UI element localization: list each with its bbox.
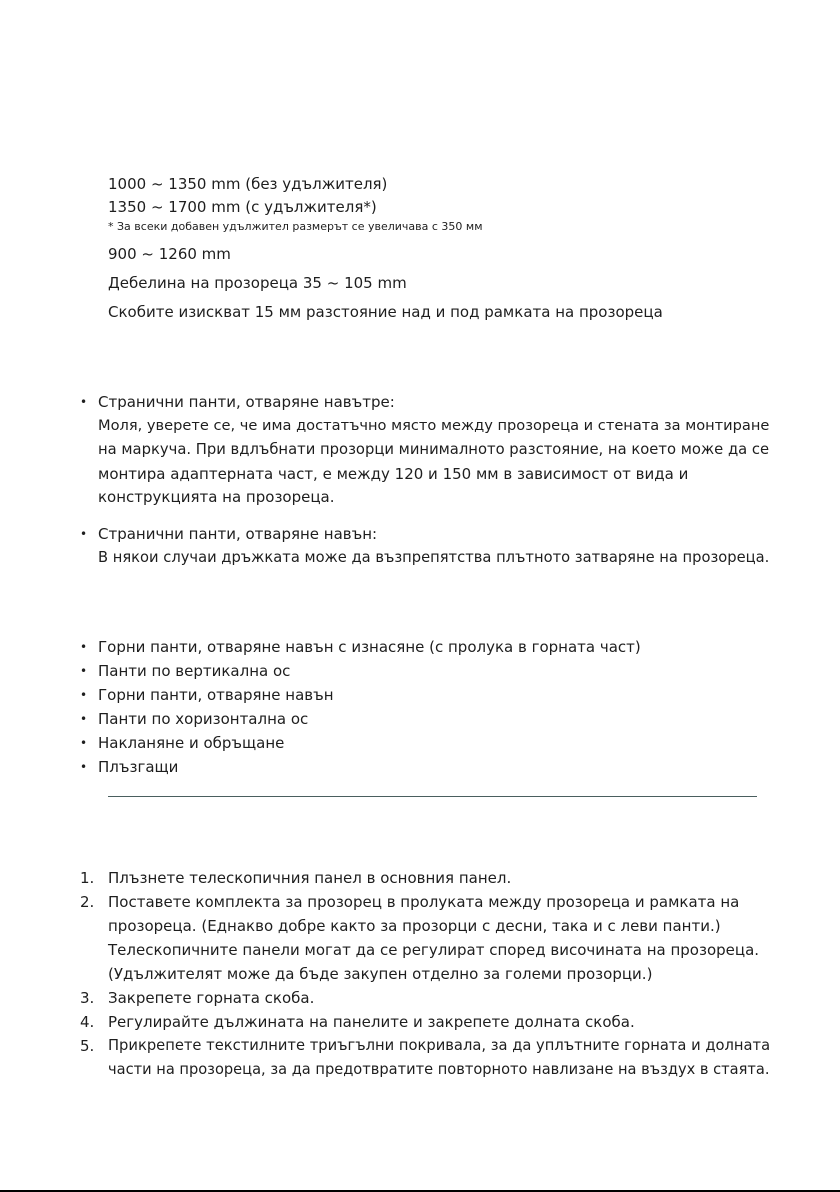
bullet-icon: • (80, 664, 88, 678)
inward-hinge-title: Странични панти, отваряне навътре: (98, 393, 395, 411)
step-text-line: Плъзнете телескопичния панел в основния панел. (108, 869, 512, 887)
bullet-icon: • (80, 712, 88, 726)
height-range-with-extension: 1350 ~ 1700 mm (с удължителя*) (108, 198, 377, 216)
list-item: Горни панти, отваряне навън (98, 686, 334, 704)
inward-hinge-text-line: конструкцията на прозореца. (98, 488, 335, 506)
step-number: 1. (80, 869, 95, 887)
list-item: Горни панти, отваряне навън с изнасяне (с пролука в горната част) (98, 638, 641, 656)
step-text-line: Закрепете горната скоба. (108, 989, 315, 1007)
inward-hinge-text-line: Моля, уверете се, че има достатъчно място между прозореца и стената за монтиране (98, 417, 770, 434)
bullet-icon: • (80, 395, 88, 409)
step-number: 3. (80, 989, 95, 1007)
step-text-line: Регулирайте дължината на панелите и закрепете долната скоба. (108, 1013, 635, 1031)
extension-footnote: * За всеки добавен удължител размерът се увеличава с 350 мм (108, 220, 483, 233)
step-number: 2. (80, 893, 95, 911)
bullet-icon: • (80, 640, 88, 654)
step-text-line: Прикрепете текстилните триъгълни покривала, за да уплътните горната и долната (108, 1037, 771, 1054)
outward-hinge-title: Странични панти, отваряне навън: (98, 525, 378, 543)
step-text-line: части на прозореца, за да предотвратите повторното навлизане на въздух в стаята. (108, 1061, 770, 1078)
bracket-clearance: Скобите изискват 15 мм разстояние над и под рамката на прозореца (108, 303, 663, 321)
list-item: Накланяне и обръщане (98, 734, 285, 752)
inward-hinge-text-line: монтира адаптерната част, е между 120 и 150 мм в зависимост от вида и (98, 465, 689, 483)
step-text-line: прозореца. (Еднакво добре както за прозорци с десни, така и с леви панти.) (108, 917, 721, 935)
step-number: 4. (80, 1013, 95, 1031)
list-item: Панти по вертикална ос (98, 662, 291, 680)
outward-hinge-text-line: В някои случаи дръжката може да възпрепятства плътното затваряне на прозореца. (98, 549, 770, 566)
bullet-icon: • (80, 736, 88, 750)
bullet-icon: • (80, 527, 88, 541)
bullet-icon: • (80, 760, 88, 774)
section-divider (108, 796, 757, 797)
inward-hinge-text-line: на маркуча. При вдлъбнати прозорци минималното разстояние, на което може да се (98, 441, 770, 458)
height-range-without-extension: 1000 ~ 1350 mm (без удължителя) (108, 175, 388, 193)
width-range: 900 ~ 1260 mm (108, 245, 231, 263)
step-text-line: Поставете комплекта за прозорец в пролуката между прозореца и рамката на (108, 893, 740, 911)
list-item: Плъзгащи (98, 758, 179, 776)
step-number: 5. (80, 1037, 95, 1055)
window-thickness: Дебелина на прозореца 35 ~ 105 mm (108, 274, 407, 292)
step-text-line: Телескопичните панели могат да се регулират според височината на прозореца. (108, 941, 760, 959)
bullet-icon: • (80, 688, 88, 702)
list-item: Панти по хоризонтална ос (98, 710, 309, 728)
step-text-line: (Удължителят може да бъде закупен отделно за големи прозорци.) (108, 965, 653, 983)
